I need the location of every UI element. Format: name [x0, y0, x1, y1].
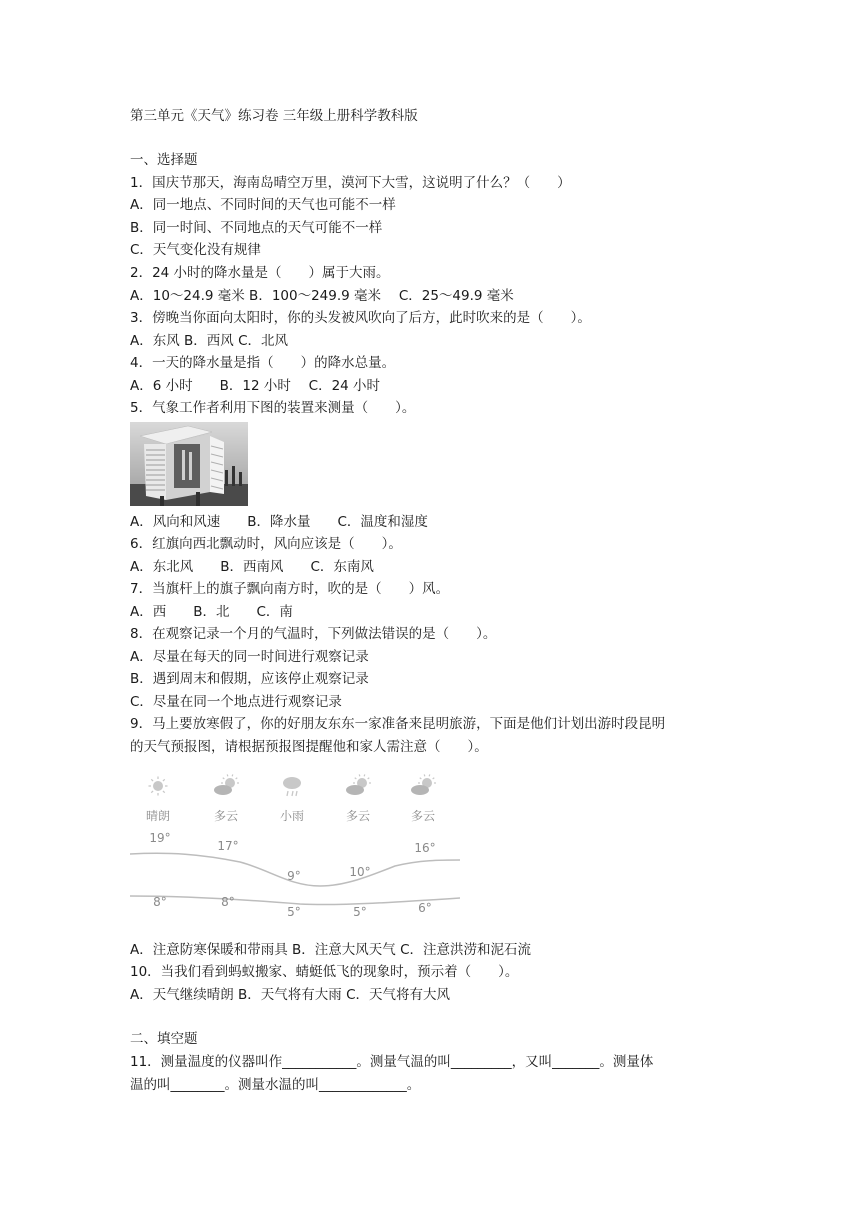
question-3-options: A．东风 B．西风 C．北风	[130, 333, 289, 349]
question-8-option-b: B．遇到周末和假期，应该停止观察记录	[130, 671, 369, 687]
cloud-sun-icon	[411, 774, 436, 795]
question-10-options: A．天气继续晴朗 B．天气将有大雨 C．天气将有大风	[130, 987, 451, 1003]
question-9-line-1: 9．马上要放寒假了，你的好朋友东东一家准备来昆明旅游，下面是他们计划出游时段昆明	[130, 716, 666, 732]
question-11-line-2: 温的叫________。测量水温的叫_____________。	[130, 1077, 421, 1093]
forecast-low-temp: 5°	[287, 905, 301, 919]
question-8: 8．在观察记录一个月的气温时，下列做法错误的是（ ）。	[130, 626, 497, 642]
forecast-high-temp: 19°	[149, 831, 171, 845]
question-3: 3．傍晚当你面向太阳时，你的头发被风吹向了后方，此时吹来的是（ ）。	[130, 310, 591, 326]
forecast-high-temp: 10°	[349, 865, 371, 879]
rain-icon	[283, 777, 301, 796]
cloud-sun-icon	[214, 774, 239, 795]
question-5-options: A．风向和风速 B．降水量 C．温度和湿度	[130, 514, 428, 530]
question-8-option-c: C．尽量在同一个地点进行观察记录	[130, 694, 342, 710]
question-11-line-1: 11．测量温度的仪器叫作___________。测量气温的叫_________，又叫_______。测量体	[130, 1054, 654, 1070]
section-heading-choice: 一、选择题	[130, 152, 198, 168]
question-1-option-b: B．同一时间、不同地点的天气可能不一样	[130, 220, 383, 236]
question-1-option-a: A．同一地点、不同时间的天气也可能不一样	[130, 197, 396, 213]
forecast-low-temp: 8°	[153, 895, 167, 909]
question-4-options: A．6 小时 B．12 小时 C．24 小时	[130, 378, 381, 394]
question-2: 2．24 小时的降水量是（ ）属于大雨。	[130, 265, 390, 281]
question-4: 4．一天的降水量是指（ ）的降水总量。	[130, 355, 396, 371]
question-6: 6．红旗向西北飘动时，风向应该是（ ）。	[130, 536, 402, 552]
forecast-high-temp: 16°	[414, 841, 436, 855]
forecast-low-temp: 5°	[353, 905, 367, 919]
question-5: 5．气象工作者利用下图的装置来测量（ ）。	[130, 400, 416, 416]
question-1: 1．国庆节那天，海南岛晴空万里，漠河下大雪，这说明了什么？（ ）	[130, 175, 571, 191]
low-temp-line	[130, 896, 460, 905]
weather-forecast-figure	[130, 768, 460, 928]
forecast-day-label: 多云	[345, 809, 371, 823]
forecast-svg	[130, 768, 460, 928]
question-8-option-a: A．尽量在每天的同一时间进行观察记录	[130, 649, 369, 665]
forecast-day-label: 晴朗	[145, 809, 171, 823]
question-1-option-c: C．天气变化没有规律	[130, 242, 261, 258]
page-title: 第三单元《天气》练习卷 三年级上册科学教科版	[130, 108, 418, 124]
question-2-options: A．10～24.9 毫米 B．100～249.9 毫米 C．25～49.9 毫米	[130, 288, 514, 304]
question-9-line-2: 的天气预报图，请根据预报图提醒他和家人需注意（ ）。	[130, 739, 488, 755]
question-9-options: A．注意防寒保暖和带雨具 B．注意大风天气 C．注意洪涝和泥石流	[130, 942, 532, 958]
forecast-low-temp: 6°	[418, 901, 432, 915]
forecast-high-temp: 17°	[217, 839, 239, 853]
louver-box-photo	[130, 422, 248, 506]
question-7: 7．当旗杆上的旗子飘向南方时，吹的是（ ）风。	[130, 581, 450, 597]
forecast-low-temp: 8°	[221, 895, 235, 909]
louver-box-image	[130, 422, 248, 506]
forecast-day-label: 多云	[213, 809, 239, 823]
forecast-high-temp: 9°	[287, 869, 301, 883]
question-7-options: A．西 B．北 C．南	[130, 604, 293, 620]
forecast-day-label: 小雨	[279, 809, 305, 823]
cloud-sun-icon	[346, 774, 371, 795]
question-6-options: A．东北风 B．西南风 C．东南风	[130, 559, 374, 575]
forecast-day-label: 多云	[410, 809, 436, 823]
sun-icon	[149, 777, 168, 796]
question-10: 10．当我们看到蚂蚁搬家、蜻蜓低飞的现象时，预示着（ ）。	[130, 964, 519, 980]
section-heading-fill: 二、填空题	[130, 1031, 198, 1047]
